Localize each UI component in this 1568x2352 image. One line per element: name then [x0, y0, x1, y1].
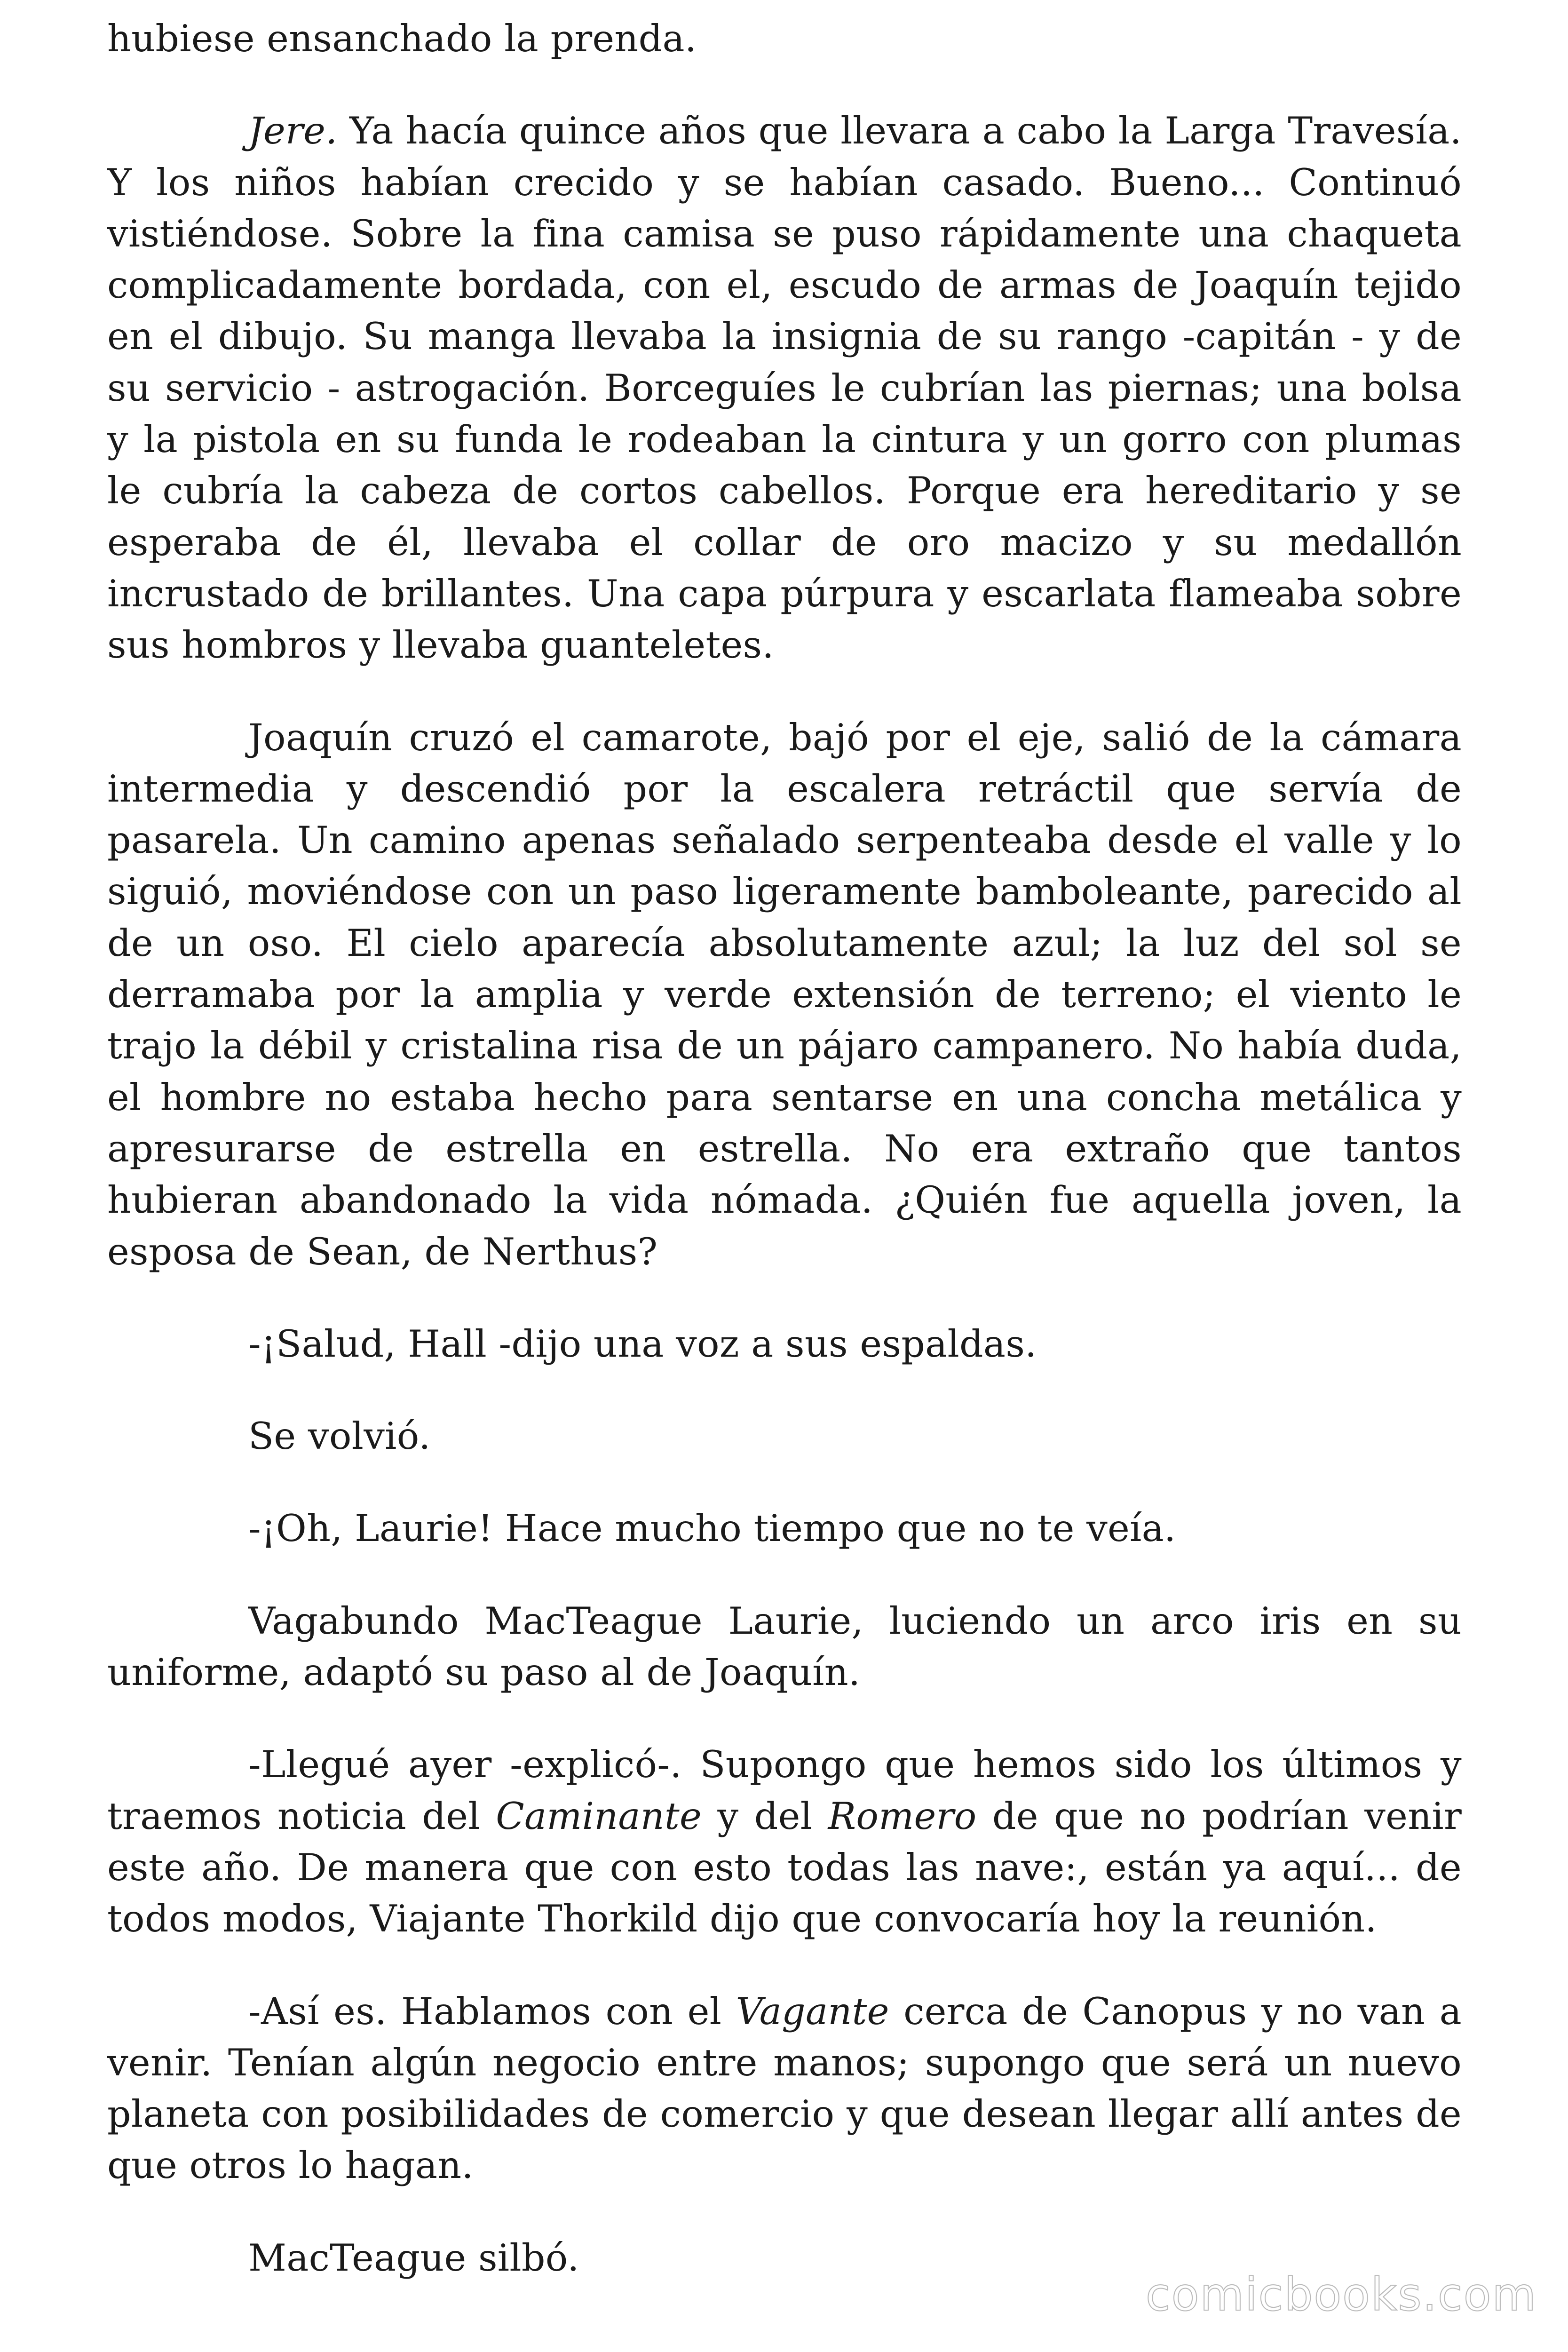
document-page — [107, 13, 1462, 2325]
paragraph-7 — [107, 1739, 1462, 1945]
text-run: Se volvió. — [248, 1414, 431, 1458]
text-run: Joaquín cruzó el camarote, bajó por el eje, salió de la cámara intermedia y descendió por la escalera retráctil que servía de pasarela. Un camino apenas señalado serpenteaba desde el valle y lo siguió, moviéndose con un paso ligeramente bamboleante, parecido al de un oso. El cielo aparecía absolutamente azul; la luz del sol se derramaba por la amplia y verde extensión de terreno; el viento le trajo la débil y cristalina risa de un pájaro campanero. No había duda, el hombre no estaba hecho para sentarse en una concha metálica y apresurarse de estrella en estrella. No era extraño que tantos hubieran abandonado la vida nómada. ¿Quién fue aquella joven, la esposa de Sean, de Nerthus? — [107, 715, 1462, 1273]
text-run: y del — [702, 1794, 828, 1838]
paragraph-6 — [107, 1596, 1462, 1699]
watermark-logo: comicbooks.com — [1145, 2268, 1537, 2321]
paragraph-4 — [107, 1411, 1462, 1462]
text-run: Ya hacía quince años que llevara a cabo la Larga Travesía. Y los niños habían crecido y se habían casado. Bueno... Continuó vistiéndose. Sobre la fina camisa se puso rápidamente una chaqueta complicadamente bordada, con el, escudo de armas de Joaquín tejido en el dibujo. Su manga llevaba la insignia de su rango -capitán - y de su servicio - astrogación. Borceguíes le cubrían las piernas; una bolsa y la pistola en su funda le rodeaban la cintura y un gorro con plumas le cubría la cabeza de cortos cabellos. Porque era hereditario y se esperaba de él, llevaba el collar de oro macizo y su medallón incrustado de brillantes. Una capa púrpura y escarlata flameaba sobre sus hombros y llevaba guanteletes. — [107, 109, 1462, 667]
italic-run: Caminante — [496, 1794, 702, 1838]
text-run: -¡Oh, Laurie! Hace mucho tiempo que no te veía. — [248, 1507, 1176, 1550]
italic-run: Jere. — [248, 109, 338, 153]
italic-run: Romero — [828, 1794, 977, 1838]
italic-run: Vagante — [736, 1989, 889, 2033]
text-run: MacTeague silbó. — [248, 2236, 579, 2280]
text-run: hubiese ensanchado la prenda. — [107, 17, 697, 60]
paragraph-8 — [107, 1986, 1462, 2192]
paragraph-0 — [107, 13, 1462, 64]
paragraph-5 — [107, 1503, 1462, 1554]
text-run: -¡Salud, Hall -dijo una voz a sus espaldas. — [248, 1322, 1037, 1366]
text-run: -Llegué ayer -explicó-. Supongo que hemos sido los últimos y traemos noticia del — [107, 1743, 1462, 1838]
paragraph-2 — [107, 712, 1462, 1278]
text-run: de que no podrían venir este año. De manera que con esto todas las nave:, están ya aquí... de todos modos, Viajante Thorkild dijo que convocaría hoy la reunión. — [107, 1794, 1462, 1941]
text-run: cerca de Canopus y no van a venir. Tenían algún negocio entre manos; supongo que será un nuevo planeta con posibilidades de comercio y que desean llegar allí antes de que otros lo hagan. — [107, 1989, 1462, 2187]
text-run: -Así es. Hablamos con el — [248, 1989, 736, 2033]
paragraph-3 — [107, 1319, 1462, 1370]
text-run: Vagabundo MacTeague Laurie, luciendo un arco iris en su uniforme, adaptó su paso al de Joaquín. — [107, 1599, 1462, 1694]
paragraph-1 — [107, 105, 1462, 671]
